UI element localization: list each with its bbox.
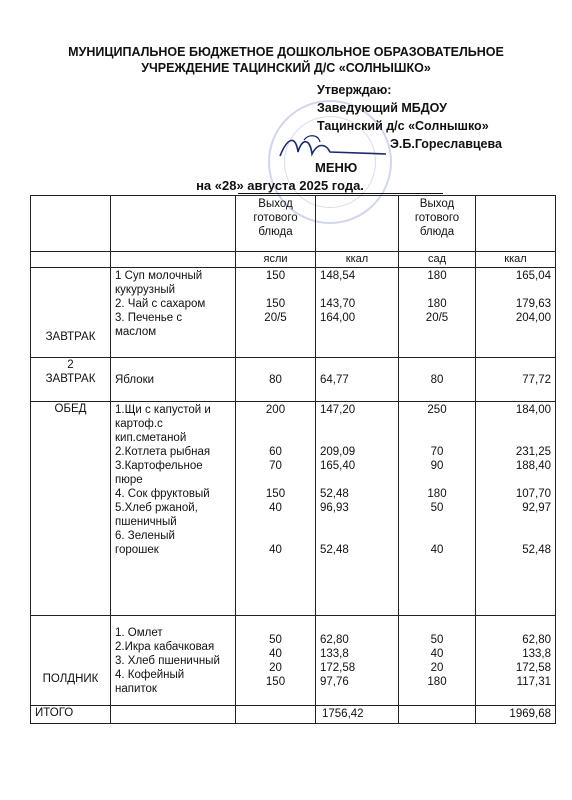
text-line [403,417,471,431]
portion-yasli [236,358,316,402]
subheader-empty2 [111,252,236,268]
text-line: 70 [430,446,444,458]
text-line: 150 [265,270,286,282]
table-row-second-breakfast [31,358,556,402]
text-line: 4. Кофейный [115,668,185,681]
header-output-yasli [236,196,316,252]
meal-name [31,268,111,358]
text-line: готового [253,212,298,224]
text-line: 172,58 [515,661,551,674]
text-line: 62,80 [320,633,349,646]
text-line: 77,72 [522,373,551,386]
text-line: 2.Котлета рыбная [115,446,211,458]
subheader-kcal-sad: ккал [476,252,556,268]
text-line: готового [414,212,460,224]
text-line: 52,48 [522,544,551,556]
text-line: пшеничный [115,516,177,528]
text-line [403,529,471,543]
text-line: 133,8 [522,647,551,660]
text-line: 90 [430,460,444,472]
text-line [240,473,311,487]
portion-sad [399,268,476,358]
text-line: 117,31 [516,675,551,688]
menu-title: МЕНЮ [315,160,358,175]
subheader-kcal-yasli: ккал [316,252,399,268]
text-line: 20/5 [264,312,287,324]
text-line [240,283,311,297]
approval-position: Заведующий МБДОУ [317,101,447,115]
text-line [480,515,551,529]
text-line: 164,00 [320,312,356,324]
total-empty2 [236,706,316,724]
text-line [240,431,311,445]
text-line: 188,40 [515,460,551,472]
menu-date: на «28» августа 2025 года. [196,178,364,193]
text-line: 52,48 [320,488,349,500]
kcal-yasli [316,268,399,358]
text-line: блюда [419,226,455,238]
text-line: 64,77 [320,373,349,386]
text-line: 70 [269,460,282,472]
org-name-line2: УЧРЕЖДЕНИЕ ТАЦИНСКИЙ Д/С «СОЛНЫШКО» [141,61,431,75]
text-line [480,417,551,431]
text-line [403,283,471,297]
kcal-sad [476,616,556,706]
text-line: 40 [269,502,282,514]
text-line: 97,76 [320,675,349,688]
portion-yasli [236,616,316,706]
text-line: маслом [115,326,157,338]
text-line: 40 [430,544,444,556]
text-line: 2. Чай с сахаром [115,298,206,310]
kcal-sad [476,402,556,616]
text-line: ОБЕД [54,403,87,415]
text-line: пюре [115,474,143,486]
portion-yasli [236,402,316,616]
text-line: ЗАВТРАК [45,331,96,343]
text-line: 5.Хлеб ржаной, [115,502,198,514]
org-name-line1: МУНИЦИПАЛЬНОЕ БЮДЖЕТНОЕ ДОШКОЛЬНОЕ ОБРАЗОВАТЕЛЬНОЕ [68,45,504,59]
text-line: 147,20 [320,404,356,416]
text-line: 40 [269,544,282,556]
kcal-sad [476,268,556,358]
text-line: 200 [265,404,286,416]
text-line: 50 [430,502,444,514]
text-line [480,431,551,445]
table-row-total [31,706,556,724]
text-line: 107,70 [515,488,551,500]
menu-table [30,195,556,724]
text-line: Выход [258,198,293,210]
header-empty-kcal1 [316,196,399,252]
text-line: 62,80 [522,633,551,646]
dish-list [111,268,236,358]
text-line: 96,93 [320,502,349,514]
text-line [480,529,551,543]
text-line: горошек [115,544,159,556]
dish-list [111,402,236,616]
kcal-yasli [316,402,399,616]
text-line: 40 [430,647,444,660]
text-line: 20 [269,661,282,674]
text-line: 180 [427,675,447,688]
text-line [320,431,394,445]
dish-list [111,616,236,706]
table-row-lunch [31,402,556,616]
dish-list [111,358,236,402]
kcal-sad [476,358,556,402]
text-line: 148,54 [320,270,356,282]
portion-sad [399,616,476,706]
text-line [320,417,394,431]
text-line: 150 [265,488,286,500]
kcal-yasli [316,358,399,402]
text-line: напиток [115,682,157,695]
text-line: 40 [269,647,282,660]
text-line [403,431,471,445]
subheader-sad: сад [399,252,476,268]
signature-icon [268,132,388,162]
text-line: 52,48 [320,544,349,556]
text-line: 133,8 [320,647,349,660]
text-line: 3. Печенье с [115,312,183,324]
text-line: 2 [67,359,74,371]
total-empty1 [111,706,236,724]
text-line: кип.сметаной [115,432,187,444]
text-line: 179,63 [515,298,551,310]
total-empty3 [399,706,476,724]
text-line: 20 [430,661,444,674]
text-line: 1 Суп молочный [115,270,203,282]
text-line: блюда [258,226,293,238]
kcal-yasli [316,616,399,706]
text-line: 165,04 [515,270,551,282]
text-line: кукурузный [115,284,176,296]
text-line [480,283,551,297]
text-line [240,529,311,543]
text-line: 1. Омлет [115,626,163,639]
text-line: 231,25 [515,446,551,458]
text-line [320,529,394,543]
meal-name [31,402,111,616]
text-line: 20/5 [425,312,449,324]
text-line: 250 [427,404,447,416]
header-empty-dish [111,196,236,252]
subheader-yasli: ясли [236,252,316,268]
text-line [403,473,471,487]
table-header-row [31,196,556,252]
text-line: картоф.с [115,418,163,430]
text-line: 172,58 [320,661,356,674]
approval-organization: Тацинский д/с «Солнышко» [317,119,489,133]
text-line: 6. Зеленый [115,530,175,542]
text-line: ЗАВТРАК [45,373,96,385]
text-line: 180 [427,488,447,500]
text-line: 209,09 [320,446,356,458]
text-line: 3.Картофельное [115,460,203,472]
text-line [320,473,394,487]
text-line: 180 [427,270,447,282]
text-line [240,417,311,431]
text-line [240,515,311,529]
portion-sad [399,402,476,616]
text-line: 150 [265,298,286,310]
text-line [320,283,394,297]
text-line: 50 [269,633,282,646]
text-line: 1.Щи с капустой и [115,404,211,416]
text-line: ПОЛДНИК [42,673,99,685]
text-line: 180 [427,298,447,310]
table-row-afternoon-snack [31,616,556,706]
text-line: Яблоки [115,373,155,386]
text-line: 165,40 [320,460,356,472]
text-line: 204,00 [515,312,551,324]
total-kcal-sad: 1969,68 [476,706,556,724]
total-label: ИТОГО [31,706,111,724]
header-empty-kcal2 [476,196,556,252]
approval-label: Утверждаю: [317,83,392,97]
meal-name [31,616,111,706]
text-line [403,515,471,529]
text-line: 50 [430,633,444,646]
header-output-sad [399,196,476,252]
text-line [480,473,551,487]
table-subheader-row [31,252,556,268]
text-line: 60 [269,446,282,458]
portion-sad [399,358,476,402]
table-row-breakfast [31,268,556,358]
date-underline [238,193,443,194]
text-line: 184,00 [515,404,551,416]
header-empty-meal [31,196,111,252]
text-line: Выход [419,198,455,210]
text-line: 150 [265,675,286,688]
approval-signatory: Э.Б.Гореславцева [390,137,502,151]
text-line: 80 [269,373,282,386]
text-line: 4. Сок фруктовый [115,488,210,500]
portion-yasli [236,268,316,358]
text-line [320,515,394,529]
meal-name [31,358,111,402]
text-line: 2.Икра кабачковая [115,640,215,653]
text-line: 80 [430,373,444,386]
text-line: 3. Хлеб пшеничный [115,654,220,667]
subheader-empty1 [31,252,111,268]
text-line: 92,97 [522,502,551,514]
total-kcal-yasli: 1756,42 [316,706,399,724]
text-line: 143,70 [320,298,356,310]
